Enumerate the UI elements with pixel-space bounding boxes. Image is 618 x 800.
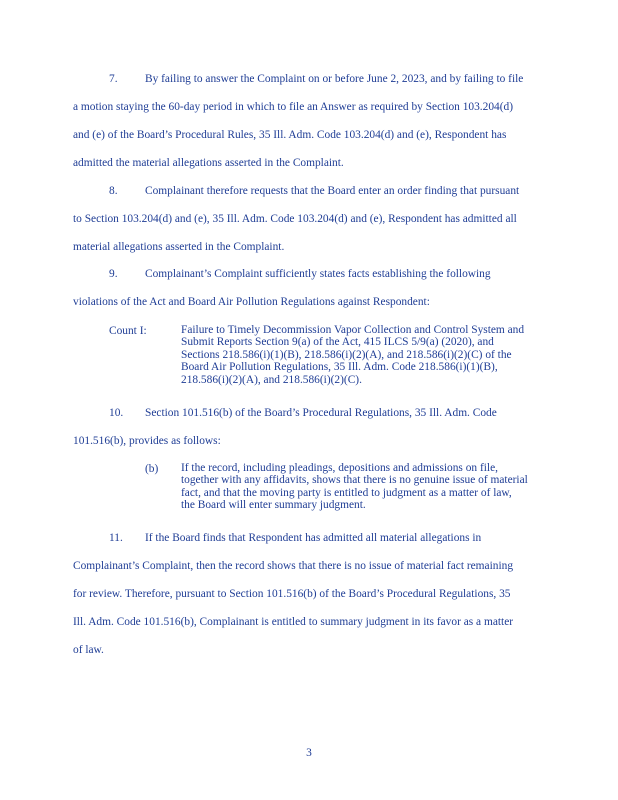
paragraph-number: 11. [109, 532, 123, 544]
paragraph-number: 8. [109, 185, 118, 197]
quote-line: together with any affidavits, shows that there is no genuine issue of material [181, 474, 528, 487]
quote-label: (b) [145, 463, 159, 475]
count-line: 218.586(i)(2)(A), and 218.586(i)(2)(C). [181, 373, 362, 386]
paragraph-line: Complainant therefore requests that the Board enter an order finding that pursuant [145, 185, 520, 197]
paragraph-line: Ill. Adm. Code 101.516(b), Complainant is entitled to summary judgment in its favor as a matter [73, 616, 514, 628]
paragraph-line: and (e) of the Board’s Procedural Rules, 35 Ill. Adm. Code 103.204(d) and (e), Respondent has [73, 129, 507, 141]
paragraph-line: If the Board finds that Respondent has admitted all material allegations in [145, 532, 482, 544]
count-label: Count I: [109, 325, 147, 337]
paragraph-number: 9. [109, 268, 118, 280]
quote-line: If the record, including pleadings, depositions and admissions on file, [181, 462, 498, 474]
quote-text [181, 462, 528, 512]
paragraph-line: Complainant’s Complaint sufficiently states facts establishing the following [145, 268, 491, 280]
count-line: Board Air Pollution Regulations, 35 Ill. Adm. Code 218.586(i)(1)(B), [181, 361, 498, 374]
paragraph-line: to Section 103.204(d) and (e), 35 Ill. Adm. Code 103.204(d) and (e), Respondent has admitted all [73, 213, 517, 225]
paragraph-line: of law. [73, 644, 104, 656]
page-number: 3 [306, 747, 312, 759]
count-line: Submit Reports Section 9(a) of the Act, 415 ILCS 5/9(a) (2020), and [181, 336, 494, 349]
count-line: Sections 218.586(i)(1)(B), 218.586(i)(2)(A), and 218.586(i)(2)(C) of the [181, 348, 512, 361]
paragraph-line: By failing to answer the Complaint on or before June 2, 2023, and by failing to file [145, 73, 524, 85]
count-text [181, 324, 524, 386]
paragraph-line: 101.516(b), provides as follows: [73, 435, 221, 447]
quote-line: the Board will enter summary judgment. [181, 499, 366, 512]
count-line: Failure to Timely Decommission Vapor Collection and Control System and [181, 324, 525, 336]
quote-line: fact, and that the moving party is entitled to judgment as a matter of law, [181, 486, 512, 499]
paragraph-line: material allegations asserted in the Complaint. [73, 241, 285, 253]
paragraph-line: Complainant’s Complaint, then the record shows that there is no issue of material fact remaining [73, 560, 514, 572]
paragraph-line: a motion staying the 60-day period in which to file an Answer as required by Section 103.204(d) [73, 101, 514, 113]
paragraph-line: for review. Therefore, pursuant to Section 101.516(b) of the Board’s Procedural Regulations, 35 [73, 588, 511, 600]
paragraph-line: violations of the Act and Board Air Pollution Regulations against Respondent: [73, 296, 430, 308]
paragraph-number: 7. [109, 73, 118, 85]
paragraph-line: admitted the material allegations asserted in the Complaint. [73, 157, 344, 169]
paragraph-line: Section 101.516(b) of the Board’s Procedural Regulations, 35 Ill. Adm. Code [145, 407, 497, 419]
paragraph-number: 10. [109, 407, 124, 419]
